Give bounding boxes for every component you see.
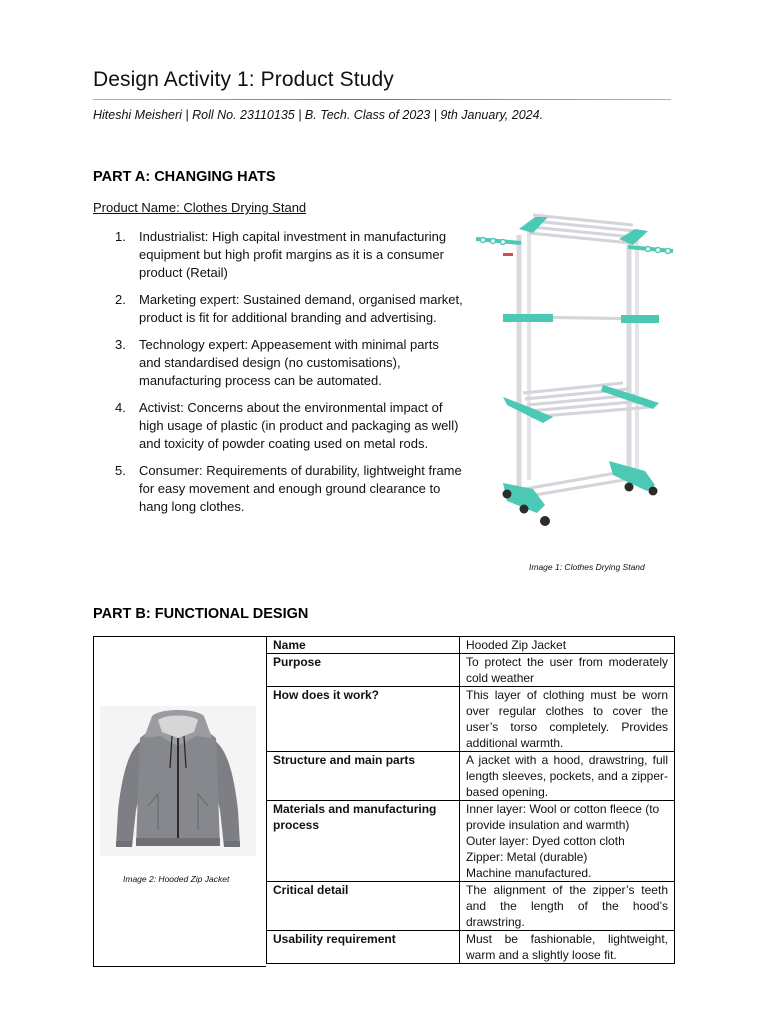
table-row — [267, 687, 675, 752]
part-b-heading: PART B: FUNCTIONAL DESIGN — [93, 606, 309, 622]
table-row — [267, 752, 675, 801]
list-number: 3. — [115, 337, 126, 352]
stand-image-caption: Image 1: Clothes Drying Stand — [529, 562, 645, 572]
table-key-cell: Purpose — [267, 654, 460, 687]
table-value-cell: The alignment of the zipper’s teeth and the length of the hood’s drawstring. — [460, 882, 675, 931]
table-row — [267, 931, 675, 964]
author-line: Hiteshi Meisheri | Roll No. 23110135 | B. Tech. Class of 2023 | 9th January, 2024. — [93, 108, 544, 122]
list-number: 2. — [115, 292, 126, 307]
clothes-drying-stand-image — [473, 205, 678, 535]
table-row — [267, 637, 675, 654]
table-value-cell: To protect the user from moderately cold weather — [460, 654, 675, 687]
table-key-cell: How does it work? — [267, 687, 460, 752]
list-number: 4. — [115, 400, 126, 415]
table-key-cell: Usability requirement — [267, 931, 460, 964]
list-text: Consumer: Requirements of durability, lightweight frame for easy movement and enough ground clearance to hang long clothes. — [139, 463, 462, 514]
list-item — [93, 399, 463, 453]
list-number: 5. — [115, 463, 126, 478]
part-a-heading: PART A: CHANGING HATS — [93, 169, 276, 185]
page-title: Design Activity 1: Product Study — [93, 68, 394, 91]
list-item — [93, 291, 463, 327]
list-item — [93, 462, 463, 516]
jacket-image-caption: Image 2: Hooded Zip Jacket — [123, 874, 230, 884]
table-row — [267, 654, 675, 687]
list-number: 1. — [115, 229, 126, 244]
table-key-cell: Critical detail — [267, 882, 460, 931]
table-key-cell: Structure and main parts — [267, 752, 460, 801]
list-text: Technology expert: Appeasement with minimal parts and standardised design (no customisations), manufacturing process can be automated. — [139, 337, 439, 388]
functional-design-table — [266, 636, 675, 964]
hooded-zip-jacket-image — [100, 706, 256, 856]
table-row — [267, 801, 675, 882]
table-value-cell: Hooded Zip Jacket — [460, 637, 675, 654]
list-text: Activist: Concerns about the environmental impact of high usage of plastic (in product and packaging as well) and toxicity of powder coating used on metal rods. — [139, 400, 459, 451]
stakeholder-list — [93, 228, 463, 525]
table-row — [267, 882, 675, 931]
table-key-cell: Name — [267, 637, 460, 654]
list-text: Marketing expert: Sustained demand, organised market, product is fit for additional branding and advertising. — [139, 292, 463, 325]
list-text: Industrialist: High capital investment in manufacturing equipment but high profit margins as it is a consumer product (Retail) — [139, 229, 447, 280]
table-key-cell: Materials and manufacturing process — [267, 801, 460, 882]
table-value-cell: A jacket with a hood, drawstring, full length sleeves, pockets, and a zipper-based opening. — [460, 752, 675, 801]
list-item — [93, 228, 463, 282]
table-value-cell: Inner layer: Wool or cotton fleece (to provide insulation and warmth) Outer layer: Dyed cotton cloth Zipper: Metal (durable) Machine manufactured. — [460, 801, 675, 882]
title-divider — [93, 99, 671, 100]
table-value-cell: Must be fashionable, lightweight, warm and a slightly loose fit. — [460, 931, 675, 964]
product-name: Product Name: Clothes Drying Stand — [93, 200, 307, 215]
list-item — [93, 336, 463, 390]
table-value-cell: This layer of clothing must be worn over regular clothes to cover the user’s torso completely. Provides additional warmth. — [460, 687, 675, 752]
